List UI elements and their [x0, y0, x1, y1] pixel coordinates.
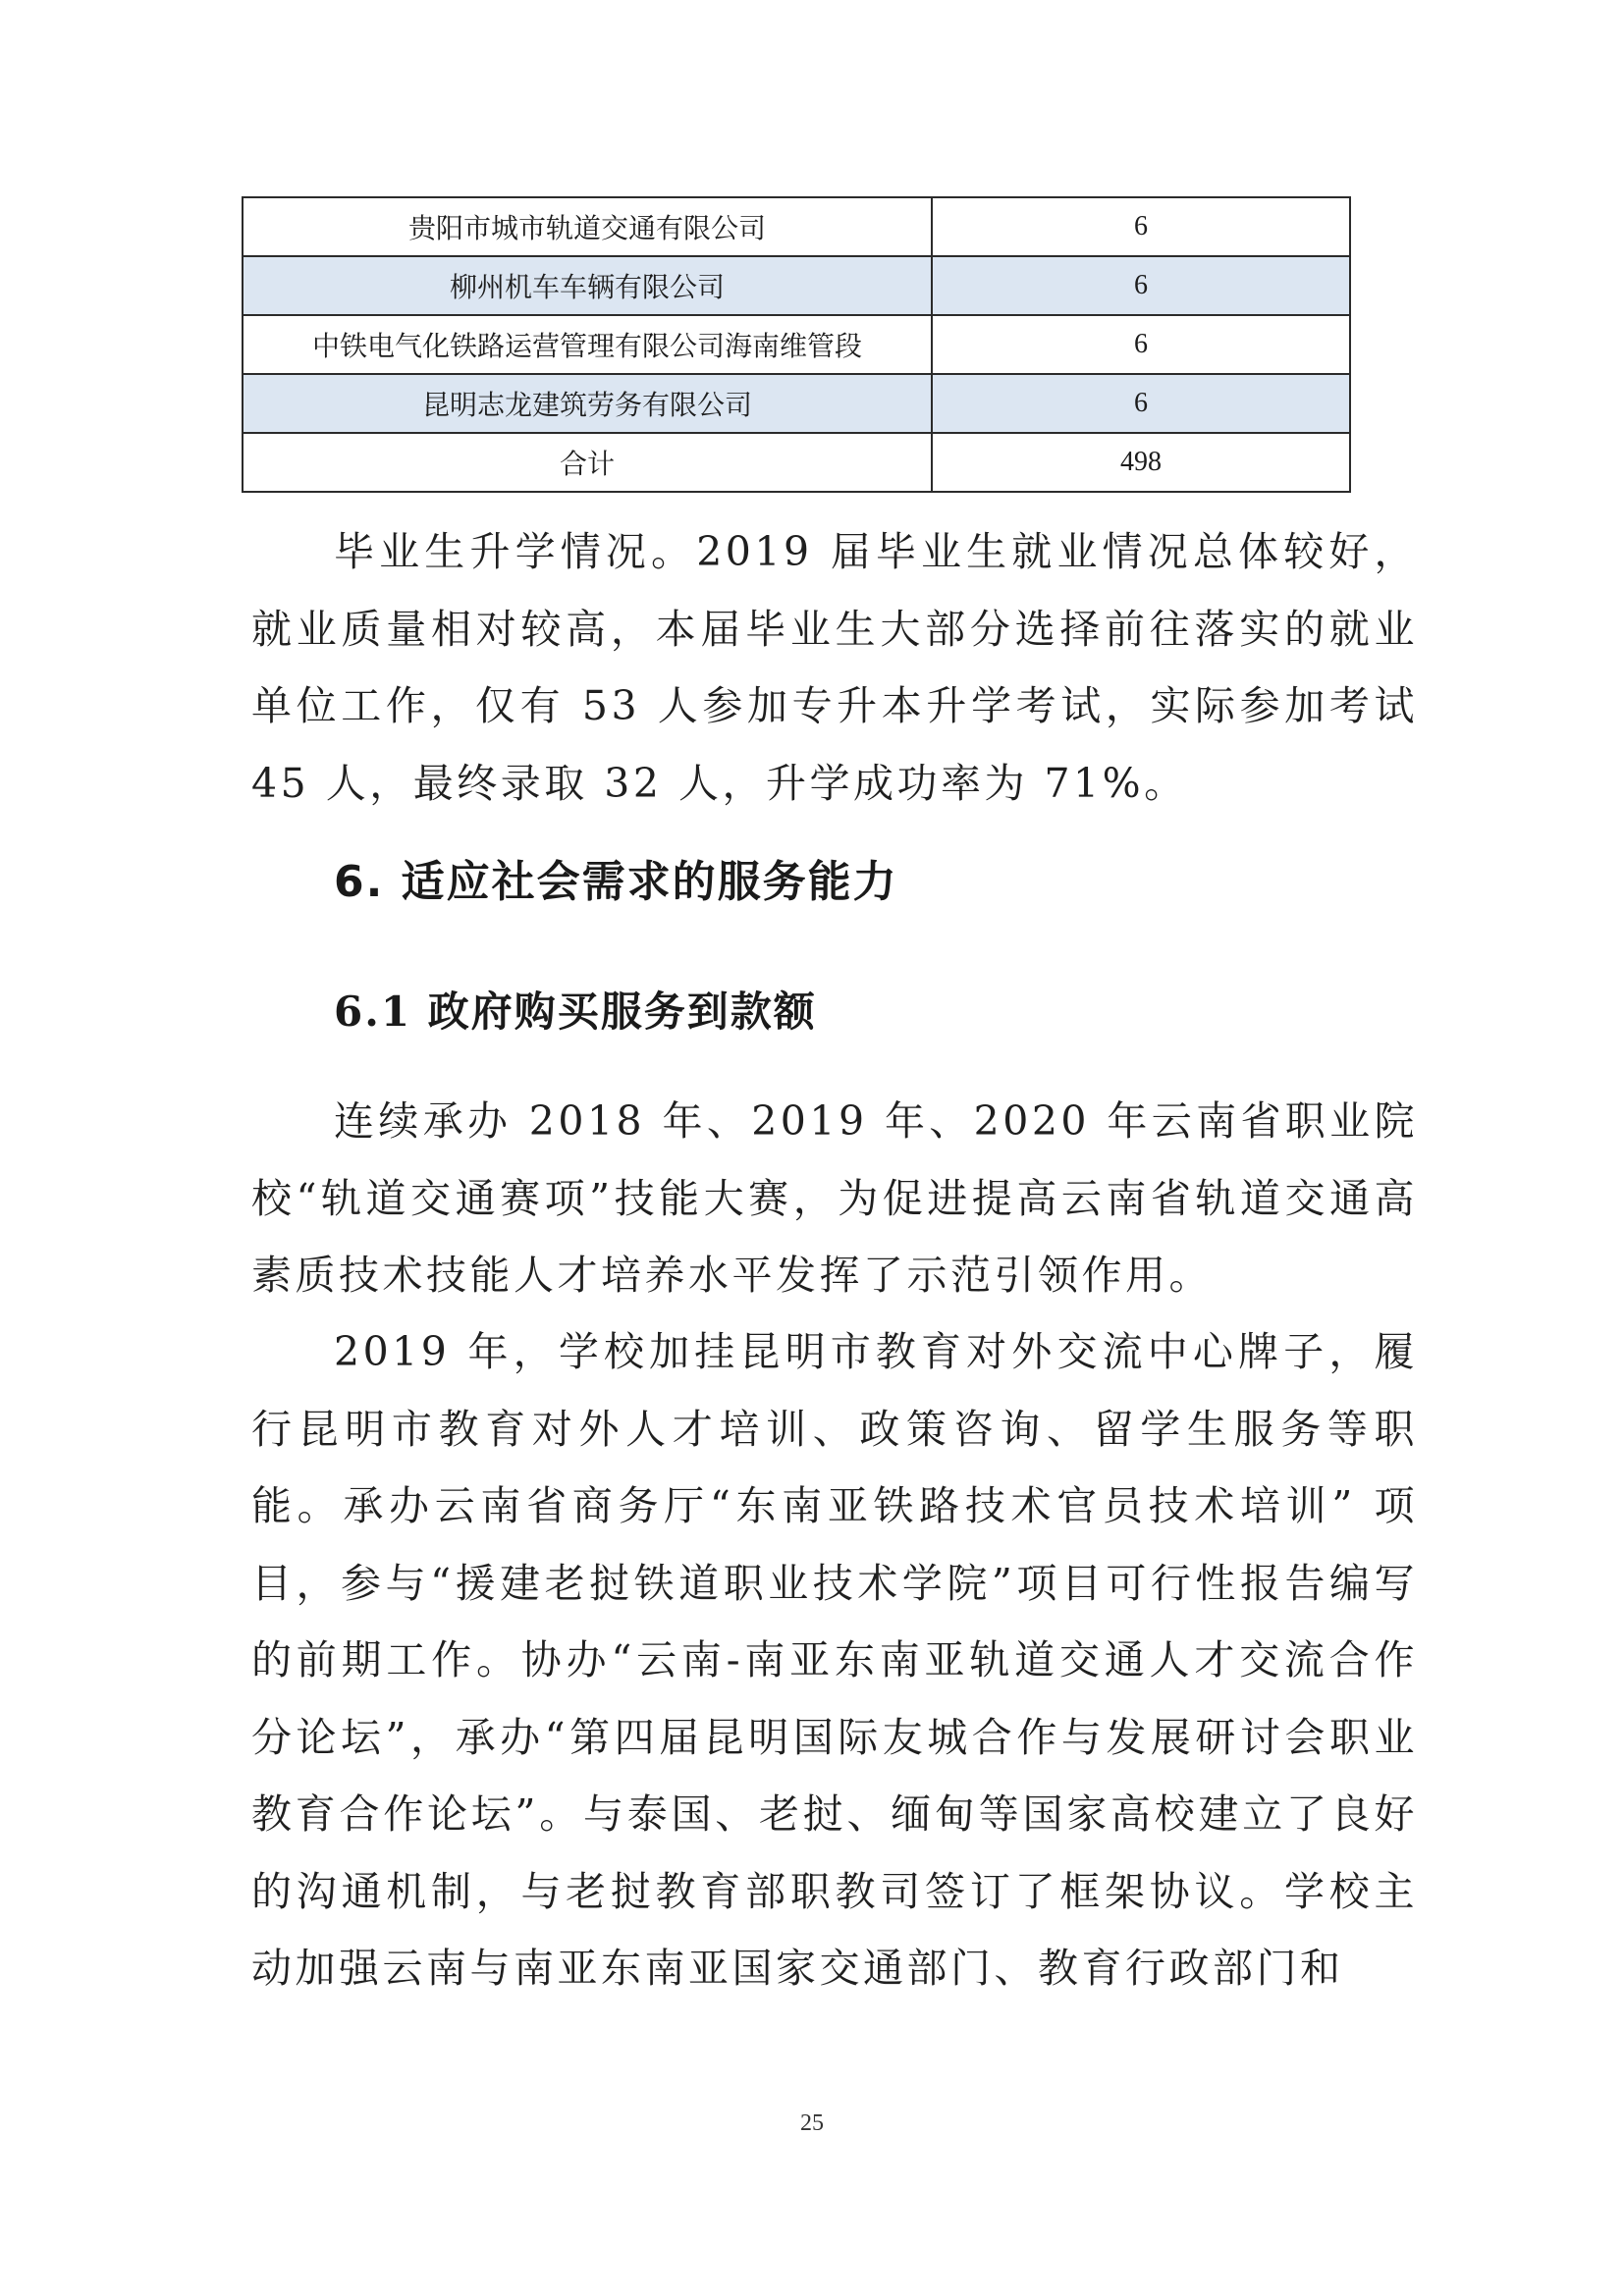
table-cell-company: 中铁电气化铁路运营管理有限公司海南维管段 [243, 315, 932, 374]
subsection-heading: 6.1 政府购买服务到款额 [334, 988, 817, 1036]
employer-table [242, 196, 1351, 493]
table-cell-total-label: 合计 [243, 433, 932, 492]
table-row [243, 374, 1350, 433]
table-row [243, 256, 1350, 315]
table-cell-company: 贵阳市城市轨道交通有限公司 [243, 197, 932, 256]
paragraph-graduate-further-study: 毕业生升学情况。2019 届毕业生就业情况总体较好，就业质量相对较高，本届毕业生大部分选择前往落实的就业单位工作，仅有 53 人参加专升本升学考试，实际参加考试 45 人，最终录取 32 人，升学成功率为 71%。 [251, 528, 1418, 807]
table-cell-total-value: 498 [932, 433, 1350, 492]
table-cell-count: 6 [932, 197, 1350, 256]
table-cell-count: 6 [932, 374, 1350, 433]
page-number: 25 [800, 2110, 824, 2136]
table-cell-company: 柳州机车车辆有限公司 [243, 256, 932, 315]
table-row [243, 315, 1350, 374]
table-row-total [243, 433, 1350, 492]
table-cell-company: 昆明志龙建筑劳务有限公司 [243, 374, 932, 433]
table-row [243, 197, 1350, 256]
section-heading: 6. 适应社会需求的服务能力 [334, 857, 898, 907]
paragraph-competition: 连续承办 2018 年、2019 年、2020 年云南省职业院校“轨道交通赛项”技能大赛，为促进提高云南省轨道交通高素质技术技能人才培养水平发挥了示范引领作用。 [251, 1097, 1418, 1299]
table-cell-count: 6 [932, 315, 1350, 374]
table-cell-count: 6 [932, 256, 1350, 315]
paragraph-international-exchange: 2019 年，学校加挂昆明市教育对外交流中心牌子，履行昆明市教育对外人才培训、政策咨询、留学生服务等职能。承办云南省商务厅“东南亚铁路技术官员技术培训” 项目，参与“援建老挝铁道职业技术学院”项目可行性报告编写的前期工作。协办“云南-南亚东南亚轨道交通人才交流合作分论坛”，承办“第四届昆明国际友城合作与发展研讨会职业教育合作论坛”。与泰国、老挝、缅甸等国家高校建立了良好的沟通机制，与老挝教育部职教司签订了框架协议。学校主动加强云南与南亚东南亚国家交通部门、教育行政部门和 [251, 1328, 1418, 1992]
